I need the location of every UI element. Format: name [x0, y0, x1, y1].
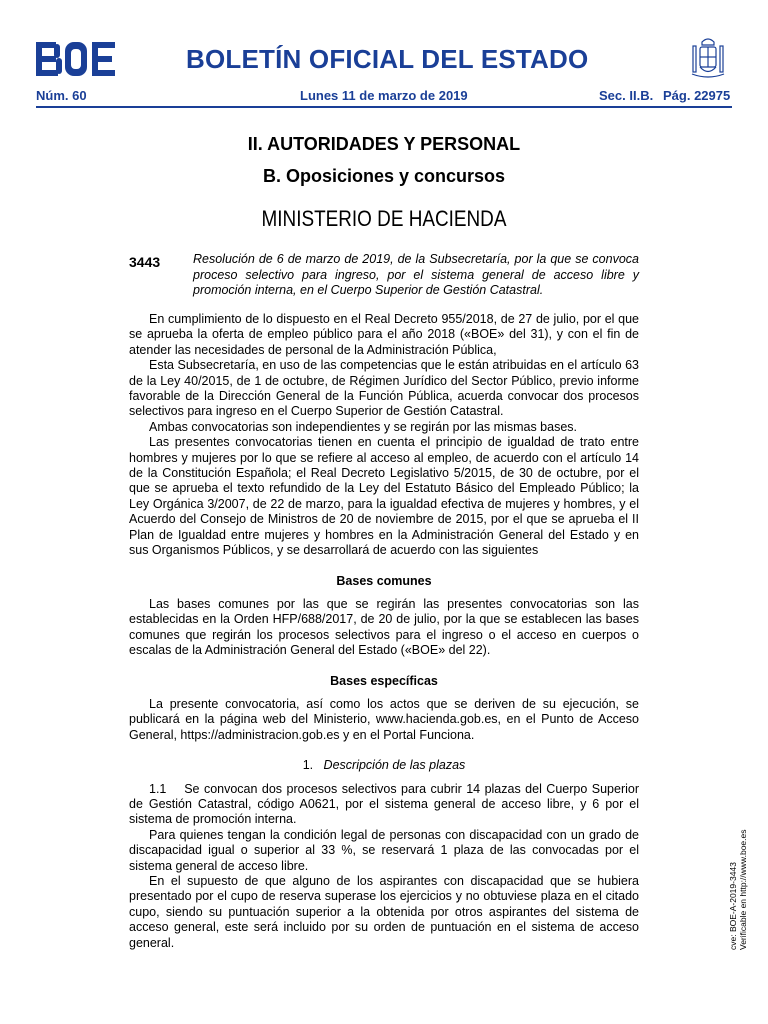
heading-bases-especificas: Bases específicas — [330, 673, 438, 688]
issue-number: Núm. 60 — [36, 88, 87, 103]
coat-of-arms-icon — [690, 36, 726, 80]
header-rule — [36, 106, 732, 108]
resolution-number: 3443 — [129, 254, 161, 270]
heading-number: 1. — [302, 758, 314, 773]
paragraph: Para quienes tengan la condición legal de personas con discapacidad con un grado de discapacidad igual o superior al 33 %, se reservará 1 plaza de las convocadas por el sistema general de acceso libre. — [129, 827, 639, 873]
subsection-heading: B. Oposiciones y concursos — [262, 166, 506, 186]
resolution-summary: Resolución de 6 de marzo de 2019, de la Subsecretaría, por la que se convoca proceso selectivo para ingreso, por el sistema general de acceso libre y promoción interna, en el Cuerpo Superior de Gestión Catastral. — [193, 252, 639, 297]
paragraph: En cumplimiento de lo dispuesto en el Real Decreto 955/2018, de 27 de julio, por el que se aprueba la oferta de empleo público para el año 2018 («BOE» del 31), y con el fin de atender las necesidades de personal de la Administración Pública, — [129, 312, 639, 357]
ministry-heading: MINISTERIO DE HACIENDA — [261, 206, 507, 231]
paragraph: Esta Subsecretaría, en uso de las competencias que le están atribuidas en el artículo 63 de la Ley 40/2015, de 1 de octubre, de Régimen Jurídico del Sector Público, previo informe favorable de la Dirección General de la Función Pública, acuerda convocar dos procesos selectivos para ingreso en el Cuerpo Superior de Gestión Catastral. — [129, 358, 639, 419]
section-heading: II. AUTORIDADES Y PERSONAL — [247, 134, 521, 154]
paragraph: 1.1 Se convocan dos procesos selectivos para cubrir 14 plazas del Cuerpo Superior de Gestión Catastral, código A0621, por el sistema general de acceso libre, y 6 por el sistema de promoción interna. — [129, 781, 643, 827]
newspaper-title: BOLETÍN OFICIAL DEL ESTADO — [186, 44, 589, 74]
document-body — [129, 312, 643, 951]
paragraph: Las presentes convocatorias tienen en cuenta el principio de igualdad de trato entre hombres y mujeres por lo que se refiere al acceso al empleo, de acuerdo con el artículo 14 de la Constitución Española; el Real Decreto Legislativo 5/2015, de 30 de octubre, por el que se aprueba el texto refundido de la Ley del Estatuto Básico del Empleado Público; la Ley Orgánica 3/2007, de 22 de marzo, para la igualdad efectiva de mujeres y hombres, y el Acuerdo del Consejo de Ministros de 20 de noviembre de 2015, por el que se aprueba el II Plan de Igualdad entre mujeres y hombres en la Administración General del Estado y en sus Organismos Públicos, y se desarrollará de acuerdo con las siguientes — [129, 435, 639, 558]
heading-text: Descripción de las plazas — [323, 758, 466, 773]
heading-bases-comunes: Bases comunes — [336, 573, 432, 588]
paragraph: Ambas convocatorias son independientes y se regirán por las mismas bases. — [149, 419, 577, 434]
issue-date: Lunes 11 de marzo de 2019 — [300, 88, 468, 103]
page-number: Pág. 22975 — [663, 88, 731, 103]
section-code: Sec. II.B. — [599, 88, 654, 103]
heading-descripcion-plazas — [129, 758, 639, 773]
cve-text: cve: BOE-A-2019-3443 — [728, 862, 738, 950]
boe-logo — [36, 40, 116, 78]
paragraph: La presente convocatoria, así como los actos que se deriven de su ejecución, se publicará en la página web del Ministerio, www.hacienda.gob.es, en el Punto de Acceso General, https://administracion.gob.es y en el Portal Funciona. — [129, 696, 639, 742]
paragraph: Las bases comunes por las que se regirán las presentes convocatorias son las establecidas en la Orden HFP/688/2017, de 20 de julio, por la que se establecen las bases comunes que regirán los procesos selectivos para el ingreso o el acceso en cuerpos o escalas de la Administración General del Estado («BOE» del 22). — [129, 596, 639, 658]
verification-code — [728, 830, 748, 951]
paragraph: En el supuesto de que alguno de los aspirantes con discapacidad que se hubiera presentado por el cupo de reserva superase los ejercicios y no obtuviese plaza en el citado cupo, siendo su puntuación superior a la obtenida por otros aspirantes del sistema de acceso general, este será incluido por su orden de puntuación en el sistema de acceso general. — [129, 874, 639, 950]
header-meta — [36, 88, 732, 104]
verify-link: Verificable en http://www.boe.es — [738, 829, 748, 950]
